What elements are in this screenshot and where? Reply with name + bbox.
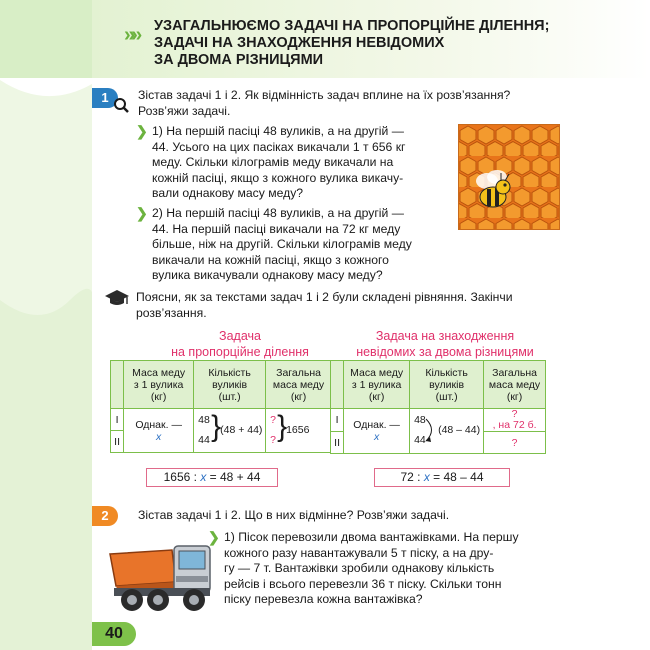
honeycomb-bee-illustration xyxy=(458,124,560,230)
total-value: 1656 xyxy=(286,424,310,436)
cell-hive-counts xyxy=(194,409,266,453)
brace-icon: } xyxy=(211,410,222,443)
task-line: 1) Пісок перевозили двома вантажівками. На першу xyxy=(224,530,519,544)
count-second: 44 xyxy=(414,434,426,446)
title-line: ЗА ДВОМА РІЗНИЦЯМИ xyxy=(154,52,324,68)
header-hive-count: Кількість вуликів (шт.) xyxy=(410,361,484,409)
cell-same-mass xyxy=(124,409,194,453)
exercise-2-number: 2 xyxy=(92,506,118,526)
more-by-text: , на 72 б. xyxy=(492,419,537,431)
title-line: ЗАДАЧІ НА ЗНАХОДЖЕННЯ НЕВІДОМИХ xyxy=(154,35,445,51)
count-first: 48 xyxy=(414,414,426,426)
cell-hive-counts xyxy=(410,409,484,454)
exercise-2-task-1 xyxy=(208,529,554,608)
task-line: кожного разу навантажували 5 т піску, а на дру- xyxy=(224,545,494,560)
task-line: меду. Скільки кілограмів меду викачали на xyxy=(152,155,394,169)
unknown-first: ? xyxy=(270,414,276,426)
task-line: піску перевезла кожна вантажівка? xyxy=(224,592,423,606)
prompt-line: Зістав задачі 1 і 2. Як відмінність задач вплине на їх розв’язання? xyxy=(138,88,511,102)
title-line: УЗАГАЛЬНЮЄМО ЗАДАЧІ НА ПРОПОРЦІЙНЕ ДІЛЕННЯ; xyxy=(154,18,550,34)
unknown-first: ? xyxy=(511,408,518,420)
same-label: Однак. — xyxy=(353,419,400,431)
table-title-line: невідомих за двома різницями xyxy=(356,345,534,359)
header-total-mass: Загальна маса меду (кг) xyxy=(484,361,546,409)
header-mass-per-hive: Маса меду з 1 вулика (кг) xyxy=(124,361,194,409)
row-label: I xyxy=(111,409,124,431)
left-gutter xyxy=(0,0,92,650)
header-total-mass: Загальна маса меду (кг) xyxy=(266,361,332,409)
brace-icon: } xyxy=(277,410,288,443)
task-arrow-icon: ❯ xyxy=(208,529,220,545)
exercise-1-task-1 xyxy=(136,123,452,202)
difference-arrow-icon xyxy=(425,417,439,443)
row-label: II xyxy=(331,432,344,454)
table-title-line: Задача на знаходження xyxy=(375,329,515,343)
table-title-line: Задача xyxy=(219,329,261,343)
task-arrow-icon: ❯ xyxy=(136,205,148,221)
task-arrow-icon: ❯ xyxy=(136,123,148,139)
graduation-cap-icon xyxy=(104,288,130,308)
task-line: кожній пасіці, якщо з кожного вулика викачу- xyxy=(152,170,404,185)
equation-right: 72 : x = 48 – 44 xyxy=(374,468,510,487)
task-line: більше, ніж на другій. Скільки кілограмів меду xyxy=(152,237,412,251)
table-left xyxy=(110,360,332,453)
variable-x: x xyxy=(156,430,162,443)
task-line: вали однакову масу меду? xyxy=(152,186,304,200)
task-line: вулика викачували однакову масу меду? xyxy=(152,268,383,282)
explain-line: Поясни, як за текстами задач 1 і 2 були складені рівняння. Закінчи xyxy=(136,290,513,304)
equation-left: 1656 : x = 48 + 44 xyxy=(146,468,278,487)
explain-line: розв’язання. xyxy=(136,305,207,320)
task-line: 44. Усього на цих пасіках викачали 1 т 656 кг xyxy=(152,139,406,154)
row-label: I xyxy=(331,409,344,432)
count-first: 48 xyxy=(198,414,210,426)
header-mass-per-hive: Маса меду з 1 вулика (кг) xyxy=(344,361,410,409)
page-number: 40 xyxy=(92,622,136,646)
unknown-second: ? xyxy=(484,432,546,454)
task-line: 1) На першій пасіці 48 вуликів, а на другій — xyxy=(152,124,404,138)
row-label: II xyxy=(111,431,124,453)
sum-expression: (48 + 44) xyxy=(220,424,263,436)
unknown-second: ? xyxy=(270,434,276,446)
exercise-2-prompt: Зістав задачі 1 і 2. Що в них відмінне? Розв’яжи задачі. xyxy=(138,508,450,522)
header-hive-count: Кількість вуликів (шт.) xyxy=(194,361,266,409)
page-title xyxy=(154,18,554,69)
task-line: викачали на кожній пасіці, якщо з кожного xyxy=(152,252,389,267)
table-title-line: на пропорційне ділення xyxy=(171,345,309,359)
table-right xyxy=(330,360,546,454)
header-arrows-icon: »» xyxy=(124,24,139,46)
magnifier-icon xyxy=(112,96,130,114)
task-line: рейсів і всього перевезли 36 т піску. Скільки тонн xyxy=(224,576,502,591)
cell-same-mass xyxy=(344,409,410,454)
task-line: 44. На першій пасіці викачали на 72 кг меду xyxy=(152,221,401,236)
same-label: Однак. — xyxy=(135,418,182,431)
exercise-1-prompt xyxy=(138,88,633,119)
prompt-line: Розв’яжи задачі. xyxy=(138,103,231,118)
exercise-1-task-2 xyxy=(136,205,452,284)
task-line: гу — 7 т. Вантажівки зробили однакову кількість xyxy=(224,561,495,575)
table-left-title xyxy=(130,328,350,360)
cell-total-first xyxy=(484,409,546,432)
table-right-title xyxy=(340,328,550,360)
variable-x: x xyxy=(374,431,380,443)
exercise-1-number: 1 xyxy=(92,88,118,108)
difference-expression: (48 – 44) xyxy=(438,424,481,436)
dump-truck-illustration xyxy=(106,536,218,614)
explain-text xyxy=(136,290,631,321)
count-second: 44 xyxy=(198,434,210,446)
cell-total-mass xyxy=(266,409,332,453)
task-line: 2) На першій пасіці 48 вуликів, а на другій — xyxy=(152,206,404,220)
